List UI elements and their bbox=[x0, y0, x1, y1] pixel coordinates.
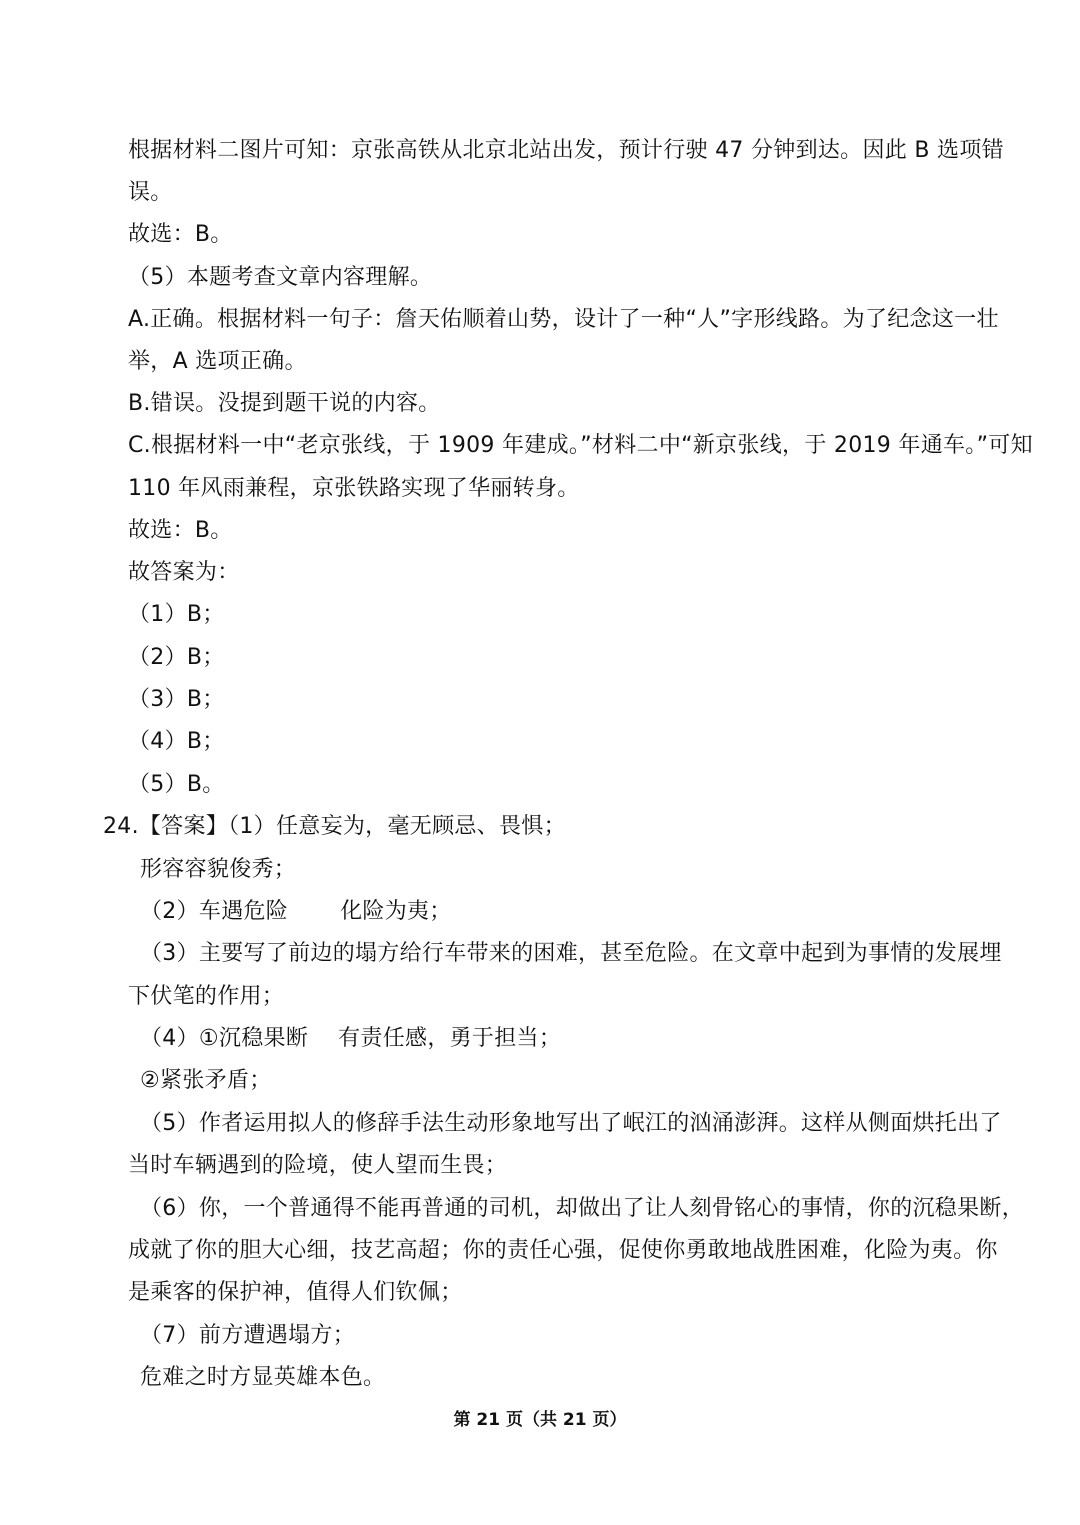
text-line-24: （5）作者运用拟人的修辞手法生动形象地写出了岷江的汹涌澎湃。这样从侧面烘托出了 bbox=[140, 1111, 1002, 1136]
text-line-27: 成就了你的胆大心细，技艺高超；你的责任心强，促使你勇敢地战胜困难，化险为夷。你 bbox=[128, 1238, 998, 1263]
text-line-30: 危难之时方显英雄本色。 bbox=[140, 1365, 386, 1390]
text-line-6: 举，A 选项正确。 bbox=[128, 349, 307, 374]
text-line-18: 形容容貌俊秀； bbox=[140, 857, 297, 882]
answer-4: （4）B； bbox=[128, 729, 225, 754]
answer-1: （1）B； bbox=[128, 602, 225, 627]
text-line-2: 误。 bbox=[128, 180, 173, 205]
question-24-heading: 24.【答案】（1）任意妄为，毫无顾忌、畏惧； bbox=[103, 814, 566, 839]
text-line-22a: （4）①沉稳果断 bbox=[140, 1026, 309, 1051]
text-line-10: 故选：B。 bbox=[128, 518, 233, 543]
text-line-19a: （2）车遇危险 bbox=[140, 899, 289, 924]
text-line-8: C.根据材料一中“老京张线，于 1909 年建成。”材料二中“新京张线，于 2019 年通车。”可知 bbox=[128, 433, 1033, 458]
text-line-19b: 化险为夷； bbox=[340, 899, 452, 924]
answer-2: （2）B； bbox=[128, 645, 225, 670]
text-line-22 bbox=[140, 1024, 1010, 1054]
text-line-23: ②紧张矛盾； bbox=[140, 1068, 272, 1093]
text-line-22b: 有责任感，勇于担当； bbox=[338, 1026, 562, 1051]
text-line-28: 是乘客的保护神，值得人们钦佩； bbox=[128, 1280, 463, 1305]
text-line-20: （3）主要写了前边的塌方给行车带来的困难，甚至危险。在文章中起到为事情的发展埋 bbox=[140, 941, 1002, 966]
text-line-29: （7）前方遭遇塌方； bbox=[140, 1323, 355, 1348]
text-line-3: 故选：B。 bbox=[128, 222, 233, 247]
text-line-21: 下伏笔的作用； bbox=[128, 984, 285, 1009]
text-line-7: B.错误。没提到题干说的内容。 bbox=[128, 391, 441, 416]
text-line-11: 故答案为： bbox=[128, 560, 240, 585]
text-line-25: 当时车辆遇到的险境，使人望而生畏； bbox=[128, 1153, 508, 1178]
text-line-1: 根据材料二图片可知：京张高铁从北京北站出发，预计行驶 47 分钟到达。因此 B 选项错 bbox=[128, 138, 1004, 163]
text-line-4: （5）本题考查文章内容理解。 bbox=[128, 265, 433, 290]
text-line-19 bbox=[140, 897, 1010, 927]
page-footer: 第 21 页（共 21 页） bbox=[453, 1410, 627, 1430]
text-line-5: A.正确。根据材料一句子：詹天佑顺着山势，设计了一种“人”字形线路。为了纪念这一壮 bbox=[128, 307, 999, 332]
text-line-9: 110 年风雨兼程，京张铁路实现了华丽转身。 bbox=[128, 476, 580, 501]
answer-3: （3）B； bbox=[128, 687, 225, 712]
text-line-26: （6）你，一个普通得不能再普通的司机，却做出了让人刻骨铭心的事情，你的沉稳果断， bbox=[140, 1196, 1024, 1221]
answer-5: （5）B。 bbox=[128, 772, 225, 797]
